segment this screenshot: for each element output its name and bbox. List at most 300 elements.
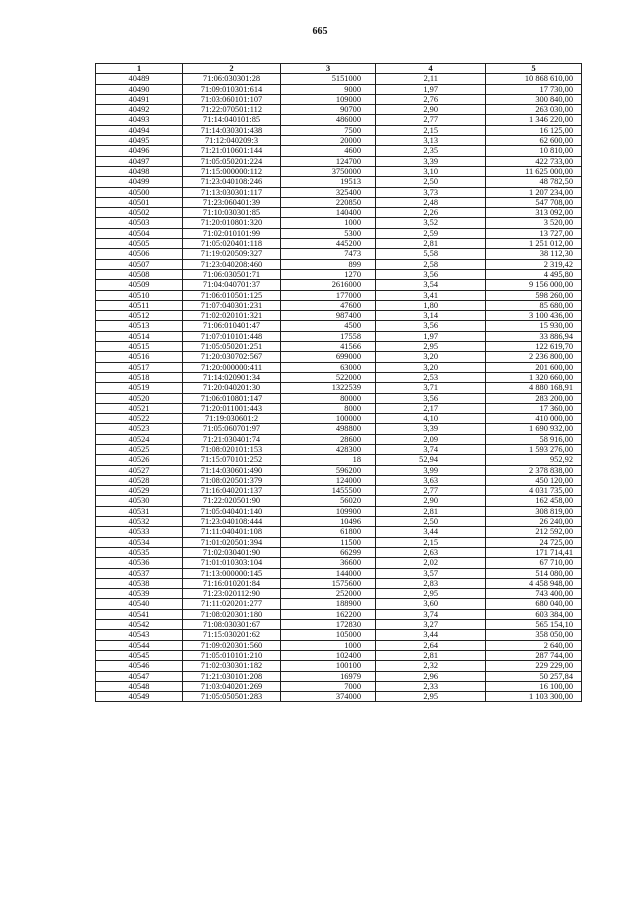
table-cell: 40491 [96,94,183,104]
table-row [96,280,582,290]
table-cell: 422 733,00 [486,156,582,166]
table-cell: 109900 [281,506,376,516]
table-cell: 71:16:040201:137 [183,486,281,496]
table-cell: 40515 [96,342,183,352]
table-row [96,640,582,650]
table-cell: 71:19:030601:2 [183,414,281,424]
table-row [96,156,582,166]
table-cell: 71:02:010101:99 [183,228,281,238]
table-cell: 10 810,00 [486,146,582,156]
table-cell: 4 458 948,00 [486,578,582,588]
table-row [96,444,582,454]
table-cell: 13 727,00 [486,228,582,238]
table-cell: 263 030,00 [486,105,582,115]
table-cell: 71:06:010801:147 [183,393,281,403]
table-cell: 28600 [281,434,376,444]
table-cell: 3,56 [376,269,486,279]
table-cell: 3,63 [376,475,486,485]
table-cell: 2,15 [376,537,486,547]
table-cell: 2,90 [376,105,486,115]
table-cell: 2,76 [376,94,486,104]
table-cell: 71:19:020509:327 [183,249,281,259]
table-cell: 2,96 [376,671,486,681]
table-cell: 2,95 [376,692,486,702]
table-cell: 19513 [281,177,376,187]
table-cell: 2,95 [376,342,486,352]
table-cell: 3,44 [376,527,486,537]
table-cell: 40535 [96,547,183,557]
table-cell: 40533 [96,527,183,537]
table-cell: 71:07:010101:448 [183,331,281,341]
table-cell: 66299 [281,547,376,557]
table-cell: 100100 [281,661,376,671]
table-cell: 40500 [96,187,183,197]
table-cell: 40510 [96,290,183,300]
table-row [96,136,582,146]
table-cell: 71:05:010101:210 [183,650,281,660]
table-cell: 9 156 000,00 [486,280,582,290]
table-cell: 24 725,00 [486,537,582,547]
table-cell: 16 100,00 [486,681,582,691]
table-cell: 498800 [281,424,376,434]
table-cell: 308 819,00 [486,506,582,516]
table-cell: 4,10 [376,414,486,424]
table-cell: 3,39 [376,156,486,166]
table-cell: 212 592,00 [486,527,582,537]
table-row [96,537,582,547]
table-cell: 40498 [96,166,183,176]
table-cell: 2 319,42 [486,259,582,269]
table-cell: 71:20:011001:443 [183,403,281,413]
table-cell: 71:21:030101:208 [183,671,281,681]
table-cell: 40524 [96,434,183,444]
table-row [96,342,582,352]
table-cell: 428300 [281,444,376,454]
table-cell: 71:15:000000:112 [183,166,281,176]
table-cell: 1 346 220,00 [486,115,582,125]
table-row [96,424,582,434]
table-cell: 3,99 [376,465,486,475]
table-row [96,527,582,537]
table-cell: 71:22:020501:90 [183,496,281,506]
table-cell: 2,77 [376,486,486,496]
table-cell: 177000 [281,290,376,300]
table-cell: 2,11 [376,74,486,84]
table-cell: 33 886,94 [486,331,582,341]
table-cell: 2,81 [376,506,486,516]
table-cell: 71:05:020401:118 [183,239,281,249]
table-cell: 47600 [281,300,376,310]
table-cell: 52,94 [376,455,486,465]
table-cell: 3,14 [376,311,486,321]
table-cell: 3,54 [376,280,486,290]
table-cell: 410 000,00 [486,414,582,424]
table-cell: 3,60 [376,599,486,609]
table-cell: 162200 [281,609,376,619]
table-row [96,661,582,671]
table-row [96,115,582,125]
table-row [96,434,582,444]
table-cell: 3750000 [281,166,376,176]
table-cell: 40536 [96,558,183,568]
table-cell: 71:20:030702:567 [183,352,281,362]
table-cell: 1 690 932,00 [486,424,582,434]
table-cell: 220850 [281,197,376,207]
table-cell: 40518 [96,372,183,382]
table-cell: 3,56 [376,321,486,331]
table-cell: 2,26 [376,208,486,218]
table-cell: 3,57 [376,568,486,578]
table-cell: 71:11:020201:277 [183,599,281,609]
table-cell: 987400 [281,311,376,321]
table-cell: 11 625 000,00 [486,166,582,176]
table-cell: 7500 [281,125,376,135]
table-cell: 71:01:020501:394 [183,537,281,547]
table-cell: 40509 [96,280,183,290]
column-header: 3 [281,64,376,74]
table-cell: 40541 [96,609,183,619]
table-row [96,74,582,84]
table-cell: 58 916,00 [486,434,582,444]
table-cell: 71:20:010801:320 [183,218,281,228]
table-row [96,609,582,619]
table-cell: 40507 [96,259,183,269]
table-row [96,372,582,382]
table-header-row [96,64,582,74]
table-cell: 2 236 800,00 [486,352,582,362]
table-cell: 2,81 [376,239,486,249]
table-cell: 40543 [96,630,183,640]
table-cell: 743 400,00 [486,589,582,599]
table-cell: 48 782,50 [486,177,582,187]
table-cell: 7473 [281,249,376,259]
table-cell: 486000 [281,115,376,125]
table-cell: 40544 [96,640,183,650]
table-cell: 40503 [96,218,183,228]
table-cell: 40522 [96,414,183,424]
table-row [96,177,582,187]
table-cell: 2,59 [376,228,486,238]
table-cell: 547 708,00 [486,197,582,207]
table-cell: 2,33 [376,681,486,691]
table-cell: 71:20:040201:30 [183,383,281,393]
table-cell: 1,97 [376,84,486,94]
table-cell: 71:15:030201:62 [183,630,281,640]
table-cell: 3,13 [376,136,486,146]
table-cell: 40501 [96,197,183,207]
table-cell: 71:14:020901:34 [183,372,281,382]
table-cell: 374000 [281,692,376,702]
table-cell: 2,48 [376,197,486,207]
table-cell: 2,83 [376,578,486,588]
table-row [96,331,582,341]
table-cell: 252000 [281,589,376,599]
table-cell: 16979 [281,671,376,681]
table-row [96,650,582,660]
table-cell: 40545 [96,650,183,660]
table-cell: 100000 [281,414,376,424]
table-cell: 40517 [96,362,183,372]
table-cell: 2,09 [376,434,486,444]
table-cell: 40537 [96,568,183,578]
table-row [96,620,582,630]
table-cell: 71:08:020301:180 [183,609,281,619]
table-cell: 40525 [96,444,183,454]
table-cell: 3,20 [376,352,486,362]
table-row [96,558,582,568]
table-cell: 71:01:010303:104 [183,558,281,568]
column-header: 2 [183,64,281,74]
table-cell: 3,56 [376,393,486,403]
table-cell: 40531 [96,506,183,516]
table-cell: 565 154,10 [486,620,582,630]
table-cell: 1,80 [376,300,486,310]
table-row [96,94,582,104]
table-cell: 71:23:040108:444 [183,517,281,527]
table-cell: 3,71 [376,383,486,393]
table-cell: 41566 [281,342,376,352]
table-row [96,290,582,300]
table-cell: 2 378 838,00 [486,465,582,475]
table-row [96,187,582,197]
table-cell: 1 103 300,00 [486,692,582,702]
table-cell: 40547 [96,671,183,681]
table-cell: 8000 [281,403,376,413]
table-cell: 313 092,00 [486,208,582,218]
table-row [96,249,582,259]
table-cell: 2,95 [376,589,486,599]
table-row [96,496,582,506]
table-cell: 450 120,00 [486,475,582,485]
table-cell: 71:13:000000:145 [183,568,281,578]
table-cell: 40549 [96,692,183,702]
table-cell: 40542 [96,620,183,630]
table-cell: 71:23:020112:90 [183,589,281,599]
table-cell: 26 240,00 [486,517,582,527]
table-cell: 71:10:030301:85 [183,208,281,218]
table-cell: 2,81 [376,650,486,660]
table-cell: 325400 [281,187,376,197]
table-cell: 171 714,41 [486,547,582,557]
table-cell: 40505 [96,239,183,249]
table-cell: 40493 [96,115,183,125]
table-row [96,146,582,156]
table-cell: 140400 [281,208,376,218]
table-row [96,671,582,681]
table-cell: 2,64 [376,640,486,650]
table-row [96,403,582,413]
table-row [96,692,582,702]
table-cell: 1000 [281,640,376,650]
table-body [96,74,582,702]
table-row [96,197,582,207]
table-cell: 40534 [96,537,183,547]
table-cell: 2,58 [376,259,486,269]
table-cell: 71:02:030401:90 [183,547,281,557]
table-cell: 40489 [96,74,183,84]
table-cell: 5151000 [281,74,376,84]
table-cell: 71:15:070101:252 [183,455,281,465]
table-cell: 71:22:070501:112 [183,105,281,115]
table-cell: 15 930,00 [486,321,582,331]
table-cell: 38 112,30 [486,249,582,259]
table-cell: 40521 [96,403,183,413]
table-cell: 40506 [96,249,183,259]
table-cell: 596200 [281,465,376,475]
table-cell: 18 [281,455,376,465]
table-row [96,208,582,218]
table-row [96,465,582,475]
table-cell: 5300 [281,228,376,238]
table-row [96,599,582,609]
table-cell: 172830 [281,620,376,630]
table-row [96,362,582,372]
column-header: 1 [96,64,183,74]
table-row [96,547,582,557]
table-cell: 71:21:010601:144 [183,146,281,156]
table-cell: 40496 [96,146,183,156]
table-row [96,166,582,176]
table-cell: 4 880 168,91 [486,383,582,393]
table-cell: 40527 [96,465,183,475]
table-cell: 2,77 [376,115,486,125]
table-row [96,321,582,331]
table-cell: 2 640,00 [486,640,582,650]
table-cell: 109000 [281,94,376,104]
table-row [96,383,582,393]
table-cell: 40516 [96,352,183,362]
table-cell: 20000 [281,136,376,146]
table-cell: 63000 [281,362,376,372]
table-cell: 90700 [281,105,376,115]
table-cell: 17 360,00 [486,403,582,413]
table-cell: 1270 [281,269,376,279]
table-cell: 71:09:020301:560 [183,640,281,650]
table-cell: 5,58 [376,249,486,259]
table-cell: 71:14:040101:85 [183,115,281,125]
table-cell: 40538 [96,578,183,588]
table-cell: 899 [281,259,376,269]
table-cell: 71:03:060101:107 [183,94,281,104]
table-cell: 124700 [281,156,376,166]
table-cell: 122 619,70 [486,342,582,352]
table-cell: 1322539 [281,383,376,393]
table-row [96,105,582,115]
table-cell: 3,10 [376,166,486,176]
table-cell: 40511 [96,300,183,310]
table-cell: 71:16:010201:84 [183,578,281,588]
table-cell: 3 100 436,00 [486,311,582,321]
table-cell: 2,17 [376,403,486,413]
table-cell: 40523 [96,424,183,434]
table-cell: 71:02:030301:182 [183,661,281,671]
table-cell: 1575600 [281,578,376,588]
table-row [96,259,582,269]
table-cell: 11500 [281,537,376,547]
table-cell: 56020 [281,496,376,506]
table-cell: 71:23:060401:39 [183,197,281,207]
table-cell: 85 680,00 [486,300,582,310]
table-cell: 71:20:000000:411 [183,362,281,372]
table-row [96,506,582,516]
table-cell: 71:03:040201:269 [183,681,281,691]
table-cell: 2,32 [376,661,486,671]
table-cell: 40497 [96,156,183,166]
table-cell: 229 229,00 [486,661,582,671]
table-cell: 3,44 [376,630,486,640]
table-cell: 2,53 [376,372,486,382]
table-cell: 522000 [281,372,376,382]
table-row [96,589,582,599]
table-cell: 71:08:030301:67 [183,620,281,630]
table-cell: 1000 [281,218,376,228]
table-cell: 287 744,00 [486,650,582,660]
table-cell: 40494 [96,125,183,135]
table-cell: 71:23:040208:460 [183,259,281,269]
table-cell: 71:14:030601:490 [183,465,281,475]
table-cell: 71:13:030301:117 [183,187,281,197]
table-row [96,681,582,691]
table-cell: 4500 [281,321,376,331]
table-cell: 3,74 [376,609,486,619]
table-cell: 71:05:050501:283 [183,692,281,702]
table-cell: 1 593 276,00 [486,444,582,454]
table-cell: 603 384,00 [486,609,582,619]
table-cell: 40512 [96,311,183,321]
table-cell: 2616000 [281,280,376,290]
table-cell: 71:02:020101:321 [183,311,281,321]
table-row [96,228,582,238]
table-cell: 40514 [96,331,183,341]
table-cell: 680 040,00 [486,599,582,609]
table-cell: 10496 [281,517,376,527]
column-header: 4 [376,64,486,74]
table-cell: 3,20 [376,362,486,372]
table-cell: 71:04:040701:37 [183,280,281,290]
table-cell: 2,02 [376,558,486,568]
table-cell: 40530 [96,496,183,506]
table-cell: 36600 [281,558,376,568]
table-cell: 40540 [96,599,183,609]
table-cell: 445200 [281,239,376,249]
table-cell: 952,92 [486,455,582,465]
table-cell: 3 520,00 [486,218,582,228]
table-cell: 2,35 [376,146,486,156]
table-cell: 40528 [96,475,183,485]
table-cell: 4 031 735,00 [486,486,582,496]
table-cell: 40502 [96,208,183,218]
table-row [96,218,582,228]
table-cell: 3,74 [376,444,486,454]
table-cell: 1455500 [281,486,376,496]
table-cell: 124000 [281,475,376,485]
table-cell: 2,63 [376,547,486,557]
table-cell: 3,52 [376,218,486,228]
table-row [96,239,582,249]
table-cell: 283 200,00 [486,393,582,403]
table-row [96,269,582,279]
table-cell: 71:05:060701:97 [183,424,281,434]
table-cell: 71:23:040108:246 [183,177,281,187]
table-cell: 67 710,00 [486,558,582,568]
table-cell: 40490 [96,84,183,94]
table-row [96,414,582,424]
table-row [96,517,582,527]
table-cell: 2,15 [376,125,486,135]
table-cell: 162 458,00 [486,496,582,506]
table-cell: 40492 [96,105,183,115]
table-cell: 40526 [96,455,183,465]
